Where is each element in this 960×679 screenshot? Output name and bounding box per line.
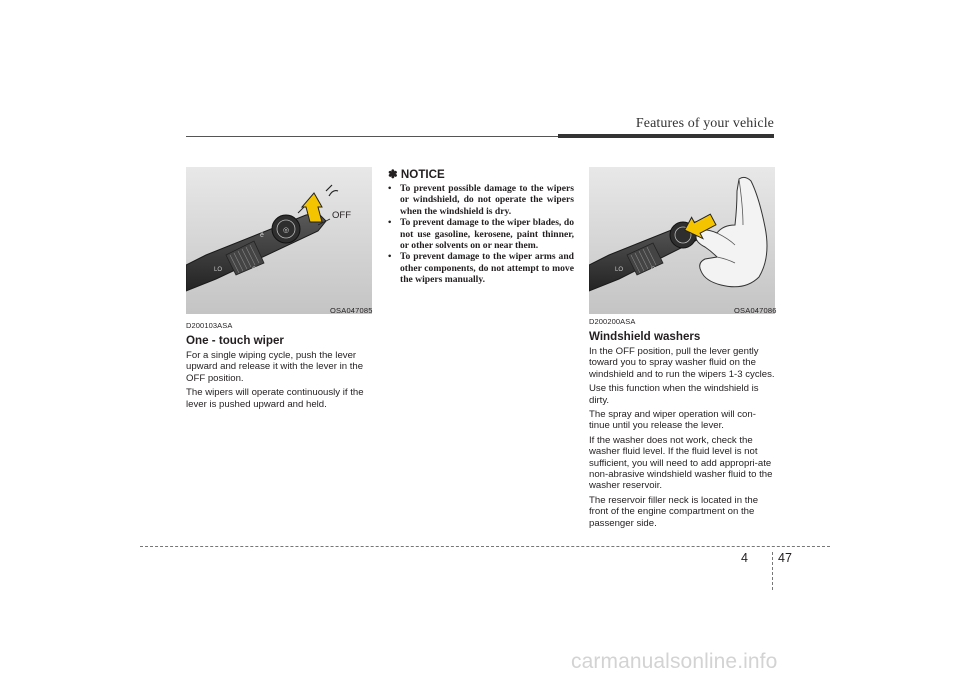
wiper-lever-illustration <box>186 167 372 314</box>
svg-text:◎: ◎ <box>282 227 290 234</box>
paragraph: The wipers will operate continuously if the lever is pushed upward and held. <box>186 387 364 410</box>
paragraph: If the washer does not work, check the washer fluid level. If the fluid level is not sufficient, you will need to add appropri-ate non-abrasive windshield washer fluid to the washer reservoir. <box>589 434 773 492</box>
svg-text:ē: ē <box>260 232 264 239</box>
header-rule-accent <box>558 134 774 138</box>
notice-item: • To prevent possible damage to the wipers or windshield, do not operate the wipers when the windshield is dry. <box>388 183 574 217</box>
chapter-number: 4 <box>741 551 748 565</box>
paragraph: For a single wiping cycle, push the lever upward and release it with the lever in the OFF position. <box>186 350 364 384</box>
page-header-title: Features of your vehicle <box>635 116 774 131</box>
notice-item: • To prevent damage to the wiper arms and other components, do not attempt to move the wipers manually. <box>388 251 574 286</box>
notice-box <box>388 167 574 286</box>
section-code: D200103ASA <box>186 321 233 330</box>
svg-text:LO: LO <box>615 267 624 273</box>
paragraph: The spray and wiper operation will con-tinue until you release the lever. <box>589 409 756 432</box>
paragraph: In the OFF position, pull the lever gently toward you to spray washer fluid on the windshield and to run the wipers 1-3 cycles. <box>589 346 775 380</box>
figure-code: OSA047086 <box>734 306 777 315</box>
notice-list <box>388 183 574 286</box>
figure-one-touch-wiper <box>186 167 372 314</box>
figure-code: OSA047085 <box>330 306 373 315</box>
section-code: D200200ASA <box>589 317 636 326</box>
notice-heading: ✽ NOTICE <box>388 168 445 181</box>
off-label: OFF <box>332 210 351 221</box>
watermark: carmanualsonline.info <box>571 650 778 673</box>
svg-text:OFF: OFF <box>252 267 264 273</box>
svg-text:LO: LO <box>214 267 223 273</box>
paragraph: The reservoir filler neck is located in the front of the engine compartment on the passenger side. <box>589 494 759 529</box>
section-heading: One - touch wiper <box>186 334 284 347</box>
washer-lever-illustration <box>589 167 775 314</box>
section-one-touch-wiper <box>186 321 372 413</box>
paragraph: Use this function when the windshield is dirty. <box>589 383 759 406</box>
notice-item: • To prevent damage to the wiper blades, do not use gasoline, kerosene, paint thinner, or other solvents on or near them. <box>388 217 574 252</box>
page-number-value: 47 <box>778 551 792 565</box>
page-number-separator <box>772 552 773 590</box>
footer-rule <box>140 546 830 547</box>
figure-windshield-washers <box>589 167 775 314</box>
svg-text:OFF: OFF <box>651 267 663 273</box>
section-heading: Windshield washers <box>589 330 701 343</box>
section-windshield-washers <box>589 317 775 532</box>
